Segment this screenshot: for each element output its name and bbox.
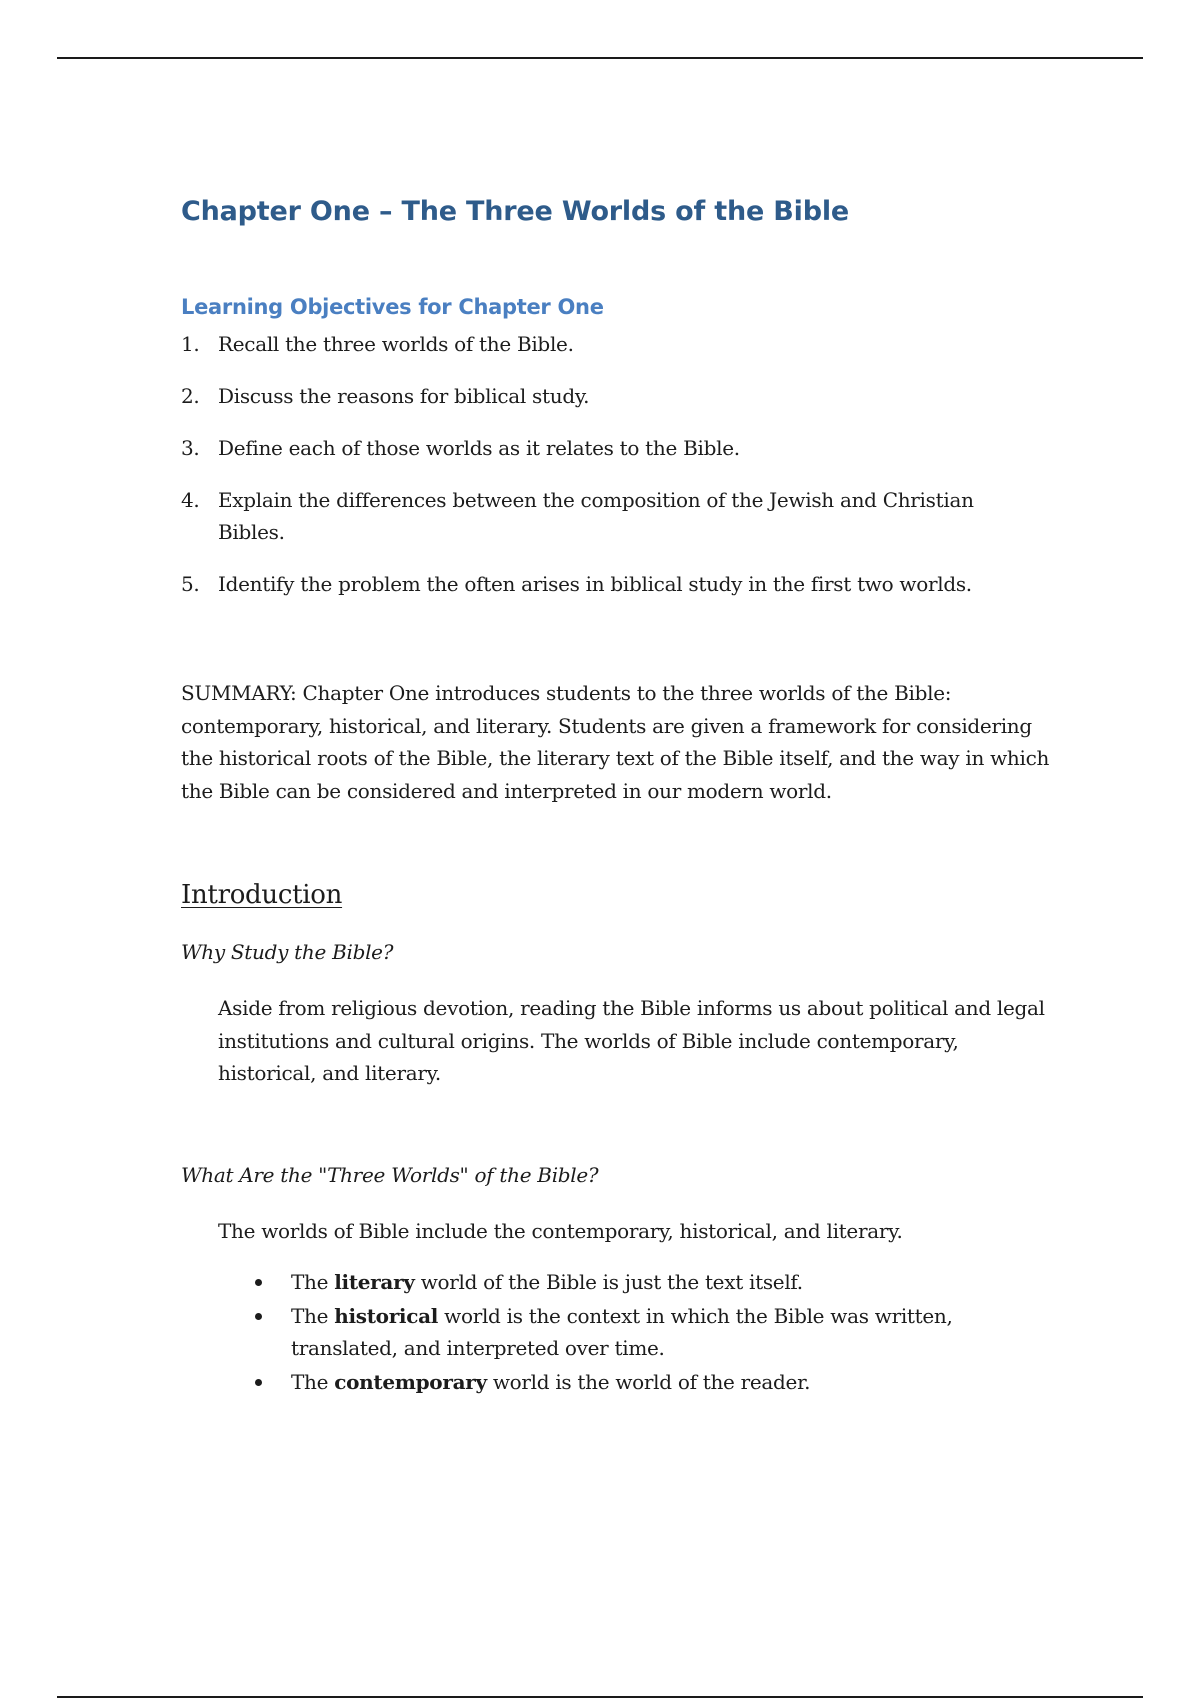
bullet-term: contemporary — [334, 1370, 487, 1394]
three-worlds-heading: What Are the "Three Worlds" of the Bible? — [181, 1163, 599, 1187]
bullet-post: world is the context in which the Bible was written, translated, and interpreted over time. — [291, 1304, 953, 1360]
list-item — [181, 328, 1041, 360]
item-text: Define each of those worlds as it relates to the Bible. — [218, 436, 740, 460]
bullet-icon — [255, 1379, 262, 1386]
footer-rule — [57, 1696, 1143, 1698]
introduction-heading: Introduction — [181, 880, 343, 910]
list-item — [181, 1266, 1041, 1298]
chapter-title: Chapter One – The Three Worlds of the Bible — [181, 196, 850, 227]
bullet-pre: The — [291, 1370, 335, 1394]
list-item — [181, 1300, 1041, 1364]
item-text: Recall the three worlds of the Bible. — [218, 332, 574, 356]
bullet-term: literary — [334, 1270, 415, 1294]
list-item — [181, 568, 1041, 600]
list-item — [181, 484, 1041, 548]
bullet-post: world is the world of the reader. — [486, 1370, 811, 1394]
why-study-heading: Why Study the Bible? — [181, 940, 394, 964]
item-number: 2. — [181, 384, 200, 408]
why-study-paragraph: Aside from religious devotion, reading the Bible informs us about political and legal institutions and cultural origins. The worlds of Bible include contemporary, historical, and literary. — [218, 996, 1045, 1085]
worlds-bullet-list — [181, 1266, 1041, 1400]
item-text: Discuss the reasons for biblical study. — [218, 384, 590, 408]
bullet-post: world of the Bible is just the text itself. — [414, 1270, 803, 1294]
bullet-term: historical — [334, 1304, 439, 1328]
objectives-list — [181, 328, 1041, 620]
list-item — [181, 380, 1041, 412]
list-item — [181, 1366, 1041, 1398]
bullet-icon — [255, 1279, 262, 1286]
bullet-pre: The — [291, 1270, 335, 1294]
item-number: 1. — [181, 332, 200, 356]
header-rule — [57, 57, 1143, 59]
summary-paragraph: SUMMARY: Chapter One introduces students to the three worlds of the Bible: contemporary, historical, and literary. Students are given a framework for considering the historical roots of the Bible, the literary text of the Bible itself, and the way in which the Bible can be considered and interpreted in our modern world. — [181, 681, 1050, 803]
item-number: 5. — [181, 572, 200, 596]
three-worlds-paragraph: The worlds of Bible include the contemporary, historical, and literary. — [218, 1219, 903, 1243]
item-text: Identify the problem the often arises in biblical study in the first two worlds. — [218, 572, 972, 596]
bullet-icon — [255, 1313, 262, 1320]
item-number: 4. — [181, 488, 200, 512]
bullet-pre: The — [291, 1304, 335, 1328]
list-item — [181, 432, 1041, 464]
item-text: Explain the differences between the composition of the Jewish and Christian Bibles. — [218, 488, 974, 544]
objectives-heading: Learning Objectives for Chapter One — [181, 295, 604, 319]
item-number: 3. — [181, 436, 200, 460]
